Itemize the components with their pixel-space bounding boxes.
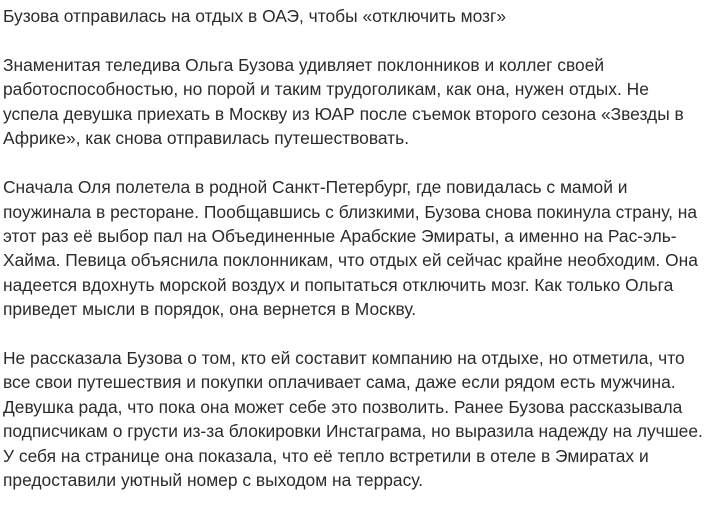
article-title: Бузова отправилась на отдых в ОАЭ, чтобы «отключить мозг» bbox=[3, 6, 507, 26]
article-paragraph-1: Знаменитая теледива Ольга Бузова удивляет поклонников и коллег своей работоспособностью, но порой и таким трудоголикам, как она, нужен отдых. Не успела девушка приехать в Москву из ЮАР после съемок второго сезона «Звезды в Африке», как снова отправилась путешествовать. bbox=[3, 55, 684, 149]
article-paragraph-3: Не рассказала Бузова о том, кто ей составит компанию на отдыхе, но отметила, что все свои путешествия и покупки оплачивает сама, даже если рядом есть мужчина. Девушка рада, что пока она может себе это позволить. Ранее Бузова рассказывала подписчикам о грусти из-за блокировки Инстаграма, но выразила надежду на лучшее. У себя на странице она показала, что её тепло встретили в отеле в Эмиратах и предоставили уютный номер с выходом на террасу. bbox=[3, 348, 703, 491]
article-paragraph-2: Сначала Оля полетела в родной Санкт-Петербург, где повидалась с мамой и поужинала в ресторане. Пообщавшись с близкими, Бузова снова покинула страну, на этот раз её выбор пал на Объединенные Арабские Эмираты, а именно на Рас-эль-Хайма. Певица объяснила поклонникам, что отдых ей сейчас крайне необходим. Она надеется вдохнуть морской воздух и попытаться отключить мозг. Как только Ольга приведет мысли в порядок, она вернется в Москву. bbox=[3, 177, 698, 320]
